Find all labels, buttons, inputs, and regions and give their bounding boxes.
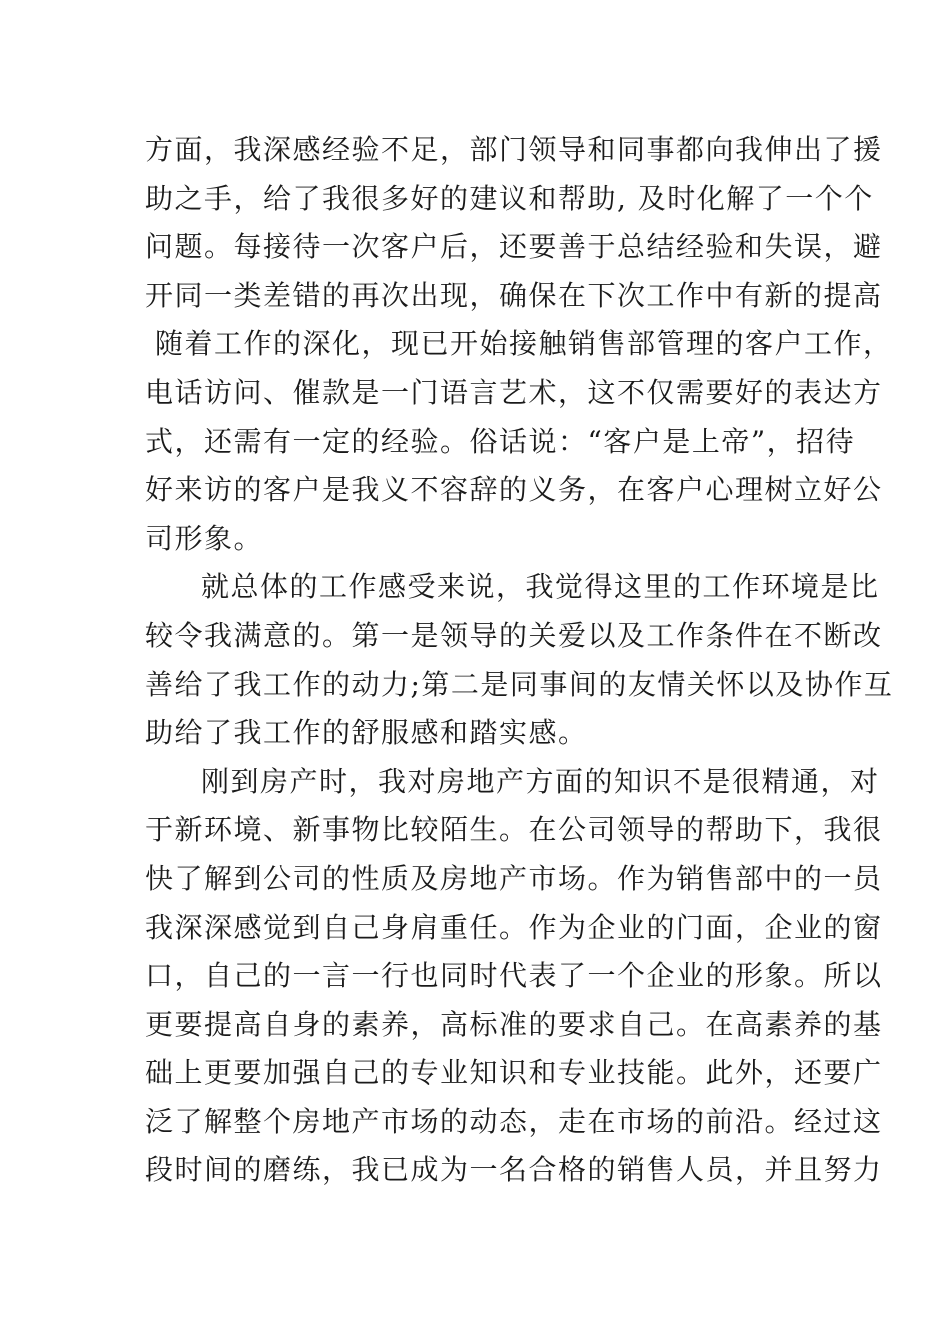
text-line: 助给了我工作的舒服感和踏实感。 [145, 716, 588, 750]
text-line: 司形象。 [145, 521, 264, 555]
text-line: 式，还需有一定的经验。俗话说：“客户是上帝”，招待 [145, 424, 856, 458]
text-line: 泛了解整个房地产市场的动态，走在市场的前沿。经过这 [145, 1104, 883, 1138]
text-line: 快了解到公司的性质及房地产市场。作为销售部中的一员 [145, 861, 883, 895]
text-line: 开同一类差错的再次出现，确保在下次工作中有新的提高 [145, 278, 883, 312]
text-line: 电话访问、催款是一门语言艺术，这不仅需要好的表达方 [145, 375, 883, 409]
text-line: 于新环境、新事物比较陌生。在公司领导的帮助下，我很 [145, 813, 883, 847]
text-line: 随着工作的深化，现已开始接触销售部管理的客户工作， [155, 327, 893, 361]
text-line: 助之手，给了我很多好的建议和帮助, 及时化解了一个个 [145, 181, 874, 215]
text-line: 问题。每接待一次客户后，还要善于总结经验和失误，避 [145, 230, 883, 264]
text-line: 口，自己的一言一行也同时代表了一个企业的形象。所以 [145, 959, 883, 993]
text-line: 善给了我工作的动力;第二是同事间的友情关怀以及协作互 [145, 667, 894, 701]
document-body [145, 126, 894, 1195]
text-line: 我深深感觉到自己身肩重任。作为企业的门面，企业的窗 [145, 910, 883, 944]
paragraph-start-line: 就总体的工作感受来说，我觉得这里的工作环境是比 [201, 570, 880, 604]
text-line: 好来访的客户是我义不容辞的义务，在客户心理树立好公 [145, 473, 883, 507]
text-line: 方面，我深感经验不足，部门领导和同事都向我伸出了援 [145, 133, 883, 166]
paragraph-start-line: 刚到房产时，我对房地产方面的知识不是很精通，对 [201, 764, 880, 798]
text-line: 更要提高自身的素养，高标准的要求自己。在高素养的基 [145, 1007, 883, 1041]
text-line: 较令我满意的。第一是领导的关爱以及工作条件在不断改 [145, 618, 883, 652]
text-line: 础上更要加强自己的专业知识和专业技能。此外，还要广 [145, 1056, 883, 1090]
text-line: 段时间的磨练，我已成为一名合格的销售人员，并且努力 [145, 1153, 883, 1187]
